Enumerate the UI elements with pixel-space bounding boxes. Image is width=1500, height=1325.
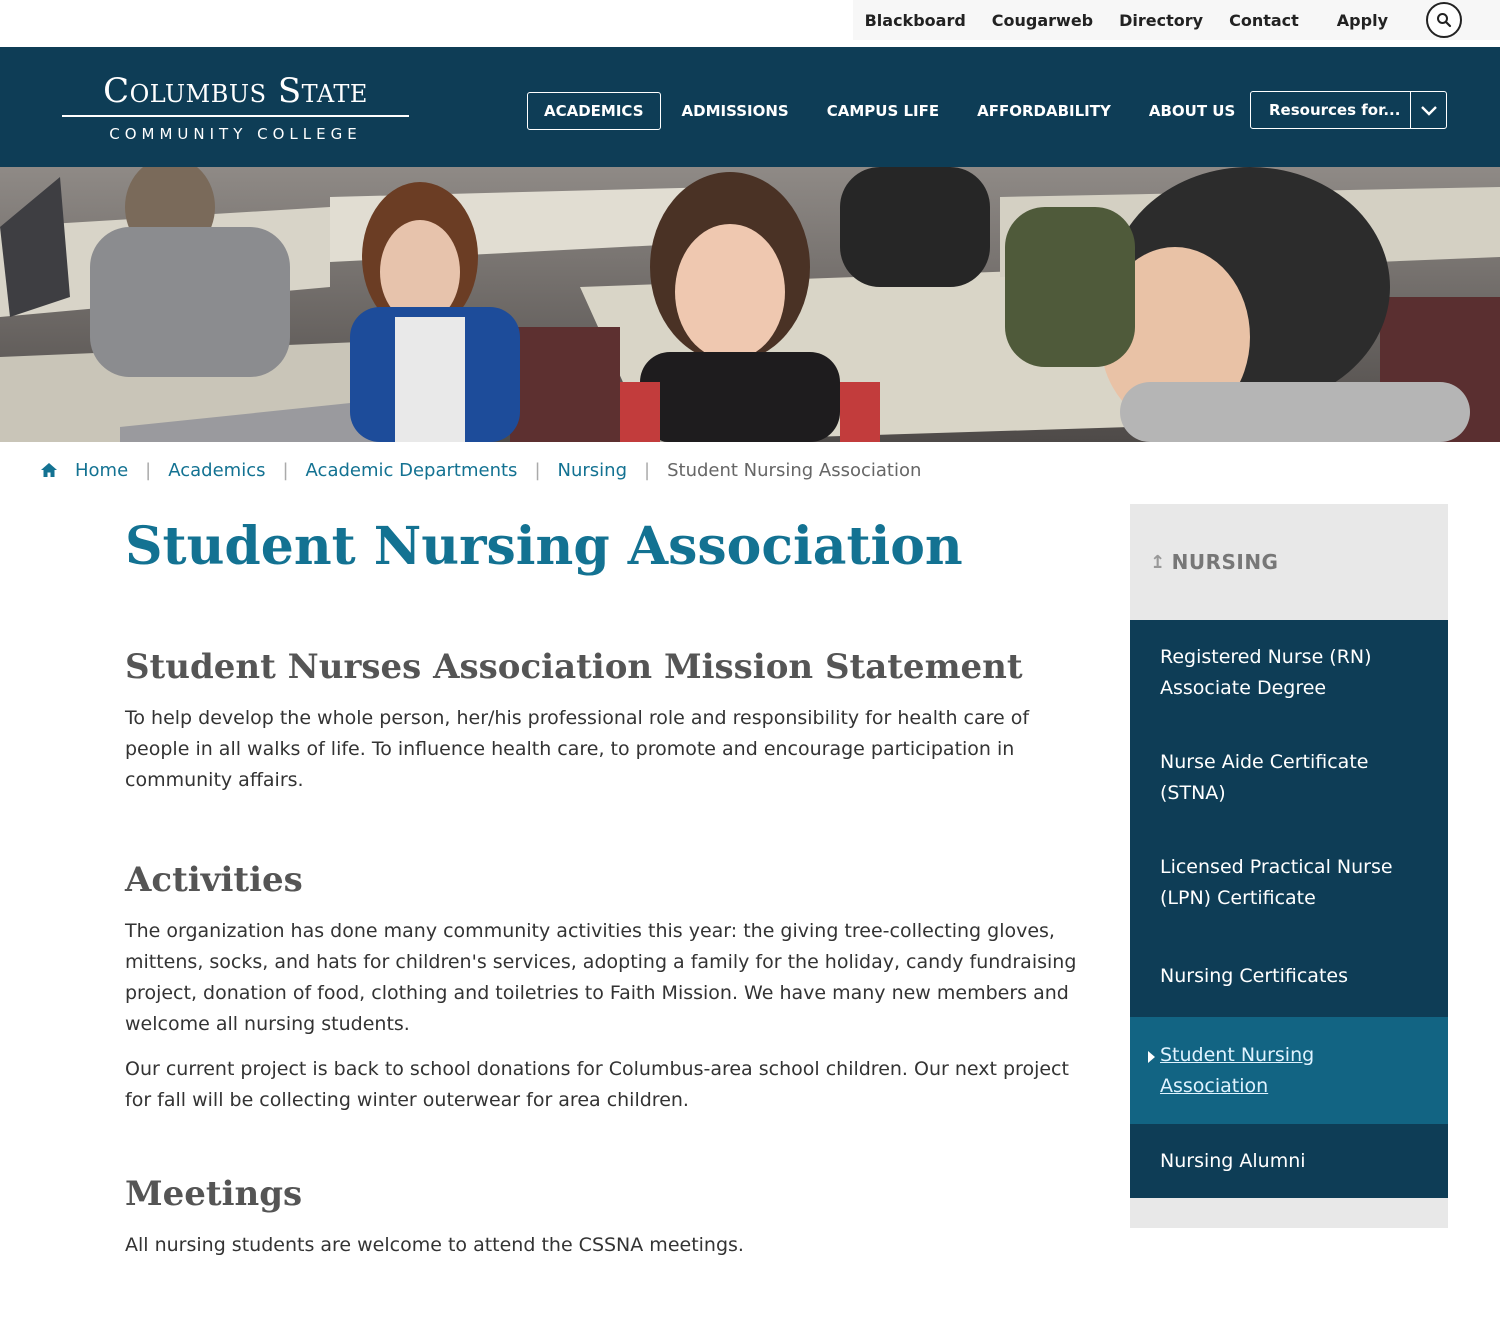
- utility-links: [853, 0, 1500, 40]
- nav-about-us[interactable]: ABOUT US: [1148, 102, 1236, 120]
- hero-image: [0, 167, 1500, 442]
- activities-text: The organization has done many community activities this year: the giving tree-collecting gloves, mittens, socks, and hats for children's services, adopting a family for the holiday, candy fundraising project, donation of food, clothing and toiletries to Faith Mission. We have many new members and welcome all nursing students.: [125, 920, 1077, 1035]
- breadcrumb-academic-departments[interactable]: Academic Departments: [305, 459, 518, 481]
- utility-bar: [0, 0, 1500, 47]
- active-caret-icon: [1148, 1051, 1155, 1063]
- sidenav-item-label: Nursing Certificates: [1160, 964, 1348, 987]
- utility-link-directory[interactable]: Directory: [1119, 10, 1204, 30]
- apply-link[interactable]: Apply: [1336, 10, 1388, 30]
- activities-current-project: Our current project is back to school donations for Columbus-area school children. Our next project for fall will be collecting winter outerwear for area children.: [125, 1058, 1069, 1111]
- up-arrow-icon: ↥: [1150, 551, 1166, 573]
- sidenav-parent-nursing[interactable]: [1130, 504, 1448, 620]
- utility-link-cougarweb[interactable]: Cougarweb: [991, 10, 1094, 30]
- utility-link-contact[interactable]: Contact: [1229, 10, 1299, 30]
- meetings-heading: Meetings: [125, 1174, 303, 1214]
- search-button[interactable]: [1426, 2, 1462, 38]
- resources-toggle[interactable]: [1410, 92, 1446, 128]
- breadcrumb-current: Student Nursing Association: [667, 459, 922, 481]
- mission-heading: Student Nurses Association Mission Statement: [125, 647, 1023, 687]
- logo-name: Columbus State: [103, 71, 368, 111]
- mission-text: To help develop the whole person, her/his professional role and responsibility for health care of people in all walks of life. To influence health care, to promote and encourage participation in community affairs.: [125, 707, 1030, 791]
- breadcrumb: [40, 456, 921, 484]
- college-logo[interactable]: [62, 69, 409, 143]
- resources-label: Resources for...: [1269, 101, 1401, 119]
- breadcrumb-separator: |: [145, 459, 152, 481]
- sidenav-item-lpn[interactable]: [1130, 830, 1448, 935]
- sidenav-item-nurse-aide[interactable]: [1130, 725, 1448, 830]
- sidenav-item-nursing-certificates[interactable]: [1130, 935, 1448, 1017]
- chevron-down-icon: [1420, 104, 1438, 116]
- sidenav-item-rn-associate[interactable]: [1130, 620, 1448, 725]
- sidenav-item-label: Student Nursing Association: [1160, 1043, 1315, 1097]
- sidenav-item-label: Licensed Practical Nurse (LPN) Certificate: [1160, 855, 1393, 909]
- nav-academics[interactable]: ACADEMICS: [527, 92, 661, 130]
- section-sidenav: [1130, 504, 1448, 1228]
- resources-dropdown[interactable]: [1250, 91, 1447, 129]
- meetings-text: All nursing students are welcome to attend the CSSNA meetings.: [125, 1234, 744, 1256]
- breadcrumb-separator: |: [534, 459, 541, 481]
- breadcrumb-nursing[interactable]: Nursing: [557, 459, 628, 481]
- sidenav-item-nursing-alumni[interactable]: [1130, 1124, 1448, 1198]
- site-header: [0, 47, 1500, 167]
- breadcrumb-separator: |: [644, 459, 651, 481]
- sidenav-parent-label: NURSING: [1171, 550, 1279, 574]
- search-icon: [1436, 12, 1452, 28]
- logo-tagline: COMMUNITY COLLEGE: [109, 125, 362, 143]
- hero-photo: [0, 167, 1500, 442]
- sidenav-item-label: Nursing Alumni: [1160, 1149, 1306, 1172]
- main-content: [125, 505, 1085, 1261]
- main-nav: [527, 92, 1256, 130]
- home-icon[interactable]: [40, 462, 58, 478]
- breadcrumb-home[interactable]: Home: [75, 459, 129, 481]
- nav-campus-life[interactable]: CAMPUS LIFE: [826, 102, 940, 120]
- utility-link-blackboard[interactable]: Blackboard: [864, 10, 966, 30]
- nav-admissions[interactable]: ADMISSIONS: [681, 102, 789, 120]
- sidenav-item-student-nursing-association[interactable]: [1130, 1017, 1448, 1124]
- sidenav-item-label: Registered Nurse (RN) Associate Degree: [1160, 645, 1372, 699]
- sidenav-list: [1130, 620, 1448, 1198]
- breadcrumb-academics[interactable]: Academics: [168, 459, 266, 481]
- sidenav-item-label: Nurse Aide Certificate (STNA): [1160, 750, 1369, 804]
- logo-divider: [62, 115, 409, 117]
- page-title: Student Nursing Association: [125, 516, 963, 577]
- nav-affordability[interactable]: AFFORDABILITY: [977, 102, 1111, 120]
- activities-heading: Activities: [125, 860, 303, 900]
- breadcrumb-separator: |: [282, 459, 289, 481]
